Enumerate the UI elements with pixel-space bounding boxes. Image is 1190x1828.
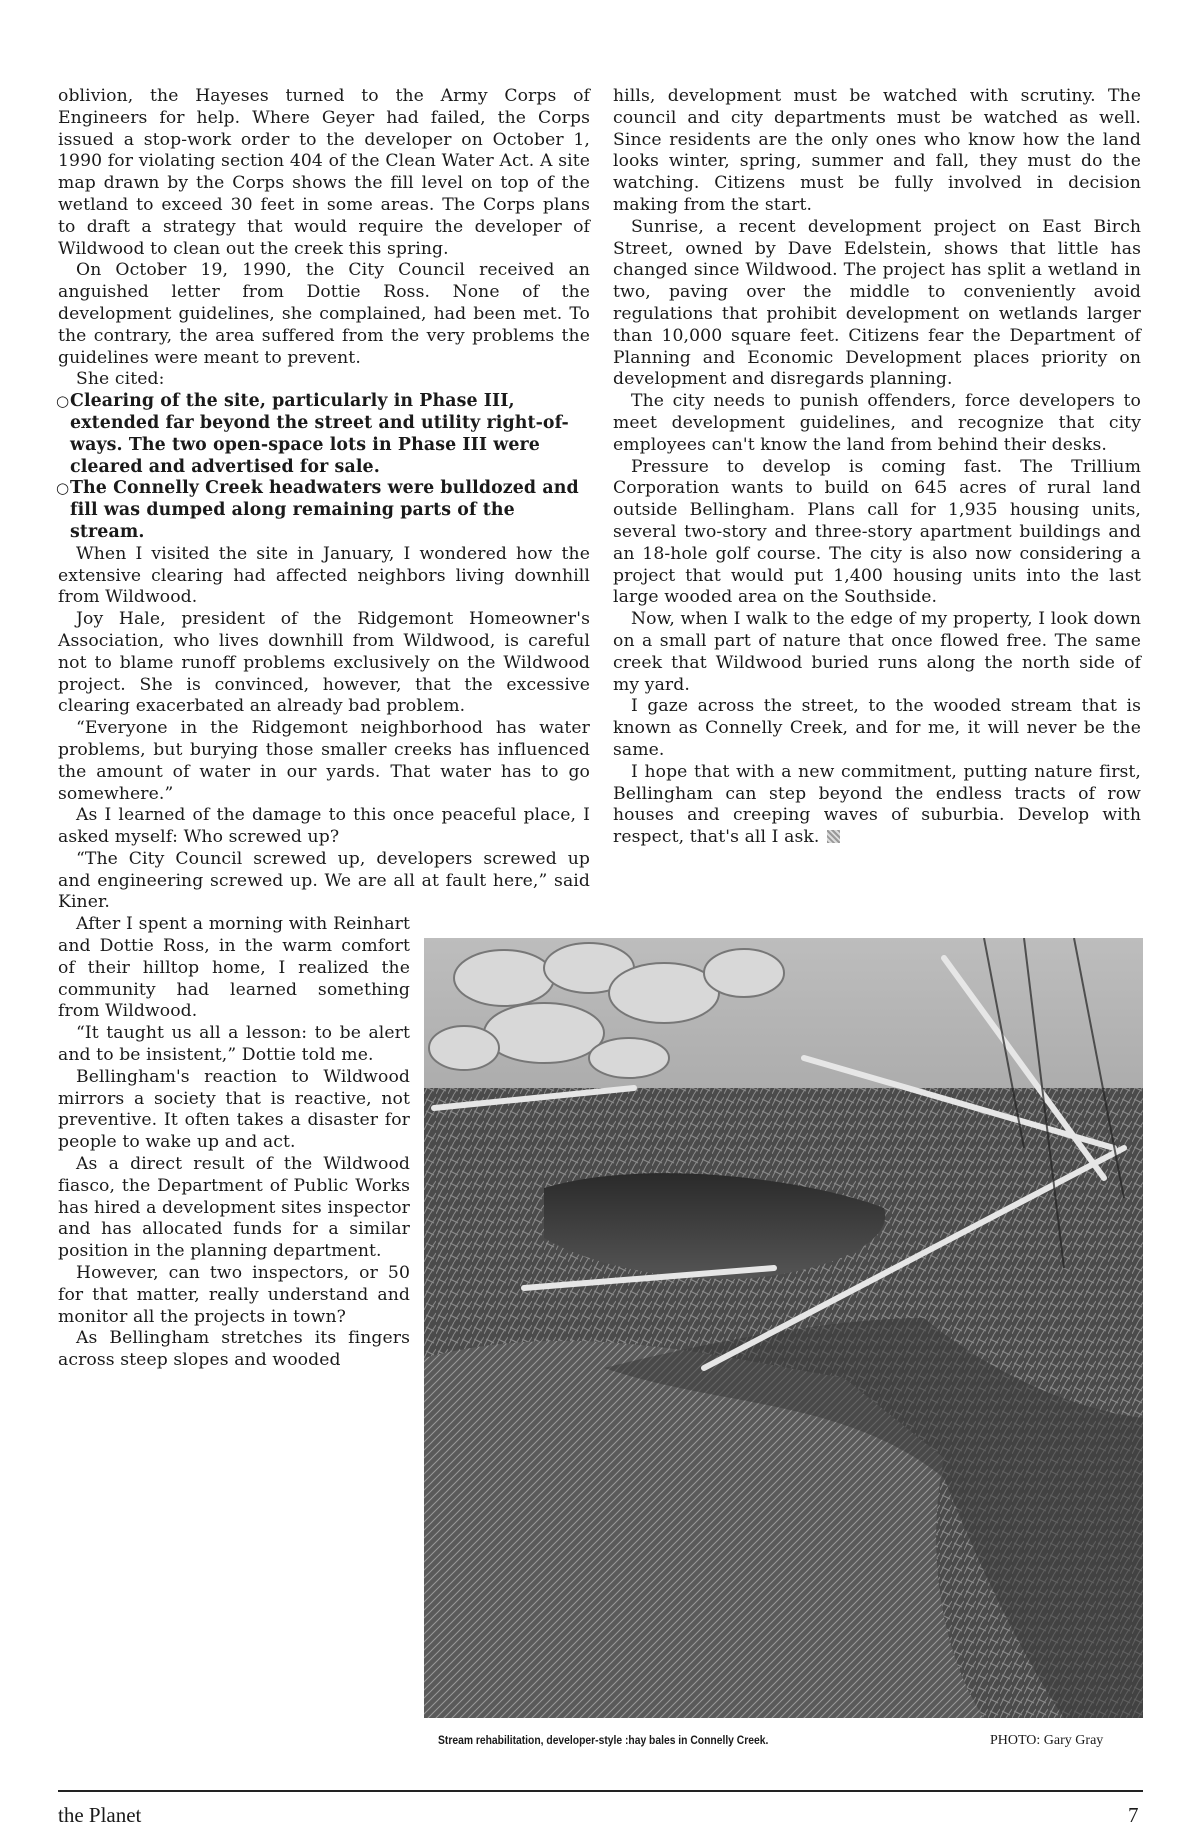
paragraph: Now, when I walk to the edge of my property, I look down on a small part of nature that once flowed free. The same creek that Wildwood buried runs along the north side of my yard. xyxy=(613,609,1141,695)
end-mark-icon xyxy=(827,830,840,843)
page-number: 7 xyxy=(1128,1803,1139,1827)
paragraph: Sunrise, a recent development project on East Birch Street, owned by Dave Edelstein, shows that little has changed since Wildwood. The project has split a wetland in two, paving over the middle to conveniently avoid regulations that prohibit development on wetlands larger than 10,000 square feet. Citizens fear the Department of Planning and Economic Development places priority on development and disregards planning. xyxy=(613,216,1141,390)
paragraph: As a direct result of the Wildwood fiasco, the Department of Public Works has hired a development sites inspector and has allocated funds for a similar position in the planning department. xyxy=(58,1154,410,1262)
paragraph: Joy Hale, president of the Ridgemont Homeowner's Association, who lives downhill from Wildwood, is careful not to blame runoff problems exclusively on the Wildwood project. She is convinced, however, that the excessive clearing exacerbated an already bad problem. xyxy=(58,609,590,717)
circle-bullet-icon: ○ xyxy=(56,479,70,498)
bullet-item xyxy=(58,478,590,543)
paragraph: The city needs to punish offenders, force developers to meet development guidelines, and recognize that city employees can't know the land from behind their desks. xyxy=(613,391,1141,455)
paragraph: As Bellingham stretches its fingers across steep slopes and wooded xyxy=(58,1328,410,1371)
footer-rule xyxy=(58,1790,1143,1792)
paragraph: On October 19, 1990, the City Council received an anguished letter from Dottie Ross. None of the development guidelines, she complained, had been met. To the contrary, the area suffered from the very problems the guidelines were meant to prevent. xyxy=(58,260,590,368)
photo-credit: PHOTO: Gary Gray xyxy=(990,1733,1104,1748)
paragraph: When I visited the site in January, I wondered how the extensive clearing had affected neighbors living downhill from Wildwood. xyxy=(58,543,590,608)
paragraph-text: I hope that with a new commitment, putting nature first, Bellingham can step beyond the endless tracts of row houses and creeping waves of suburbia. Develop with respect, that's all I ask. xyxy=(613,761,1141,848)
circle-bullet-icon: ○ xyxy=(56,392,70,411)
paragraph: I gaze across the street, to the wooded stream that is known as Connelly Creek, and for me, it will never be the same. xyxy=(613,696,1141,760)
paragraph: She cited: xyxy=(76,369,165,390)
paragraph: “The City Council screwed up, developers screwed up and engineering screwed up. We are all at fault here,” said Kiner. xyxy=(58,848,590,913)
publication-name: the Planet xyxy=(58,1803,142,1827)
paragraph: oblivion, the Hayeses turned to the Army Corps of Engineers for help. Where Geyer had failed, the Corps issued a stop-work order to the developer on October 1, 1990 for violating section 404 of the Clean Water Act. A site map drawn by the Corps shows the fill level on top of the wetland to exceed 30 feet in some areas. The Corps plans to draft a strategy that would require the developer of Wildwood to clean out the creek this spring. xyxy=(58,86,590,259)
creek-photo xyxy=(424,938,1143,1718)
paragraph: “It taught us all a lesson: to be alert and to be insistent,” Dottie told me. xyxy=(58,1023,410,1066)
photo-caption: Stream rehabilitation, developer-style :hay bales in Connelly Creek. xyxy=(438,1733,769,1747)
paragraph: Pressure to develop is coming fast. The Trillium Corporation wants to build on 645 acres of rural land outside Bellingham. Plans call for 1,935 housing units, several two-story and three-story apartment buildings and an 18-hole golf course. The city is also now considering a project that would put 1,400 housing units into the last large wooded area on the Southside. xyxy=(613,456,1141,608)
bullet-item xyxy=(58,391,590,478)
bullet-text: The Connelly Creek headwaters were bulldozed and fill was dumped along remaining parts of the stream. xyxy=(70,478,579,542)
paragraph: However, can two inspectors, or 50 for that matter, really understand and monitor all the projects in town? xyxy=(58,1263,410,1327)
right-column xyxy=(613,86,1141,849)
creek-photo-illustration xyxy=(424,938,1143,1718)
bullet-text: Clearing of the site, particularly in Phase III, extended far beyond the street and utility right-of-ways. The two open-space lots in Phase III were cleared and advertised for sale. xyxy=(70,391,569,477)
paragraph: “Everyone in the Ridgemont neighborhood has water problems, but burying those smaller creeks has influenced the amount of water in our yards. That water has to go somewhere.” xyxy=(58,718,590,804)
paragraph: After I spent a morning with Reinhart and Dottie Ross, in the warm comfort of their hilltop home, I realized the community had learned something from Wildwood. xyxy=(58,914,410,1022)
paragraph: hills, development must be watched with scrutiny. The council and city departments must be watched as well. Since residents are the only ones who know how the land looks winter, spring, summer and fall, they must do the watching. Citizens must be fully involved in decision making from the start. xyxy=(613,86,1141,215)
paragraph: Bellingham's reaction to Wildwood mirrors a society that is reactive, not preventive. It often takes a disaster for people to wake up and act. xyxy=(58,1066,410,1153)
paragraph xyxy=(613,762,1141,849)
paragraph: As I learned of the damage to this once peaceful place, I asked myself: Who screwed up? xyxy=(58,805,590,848)
